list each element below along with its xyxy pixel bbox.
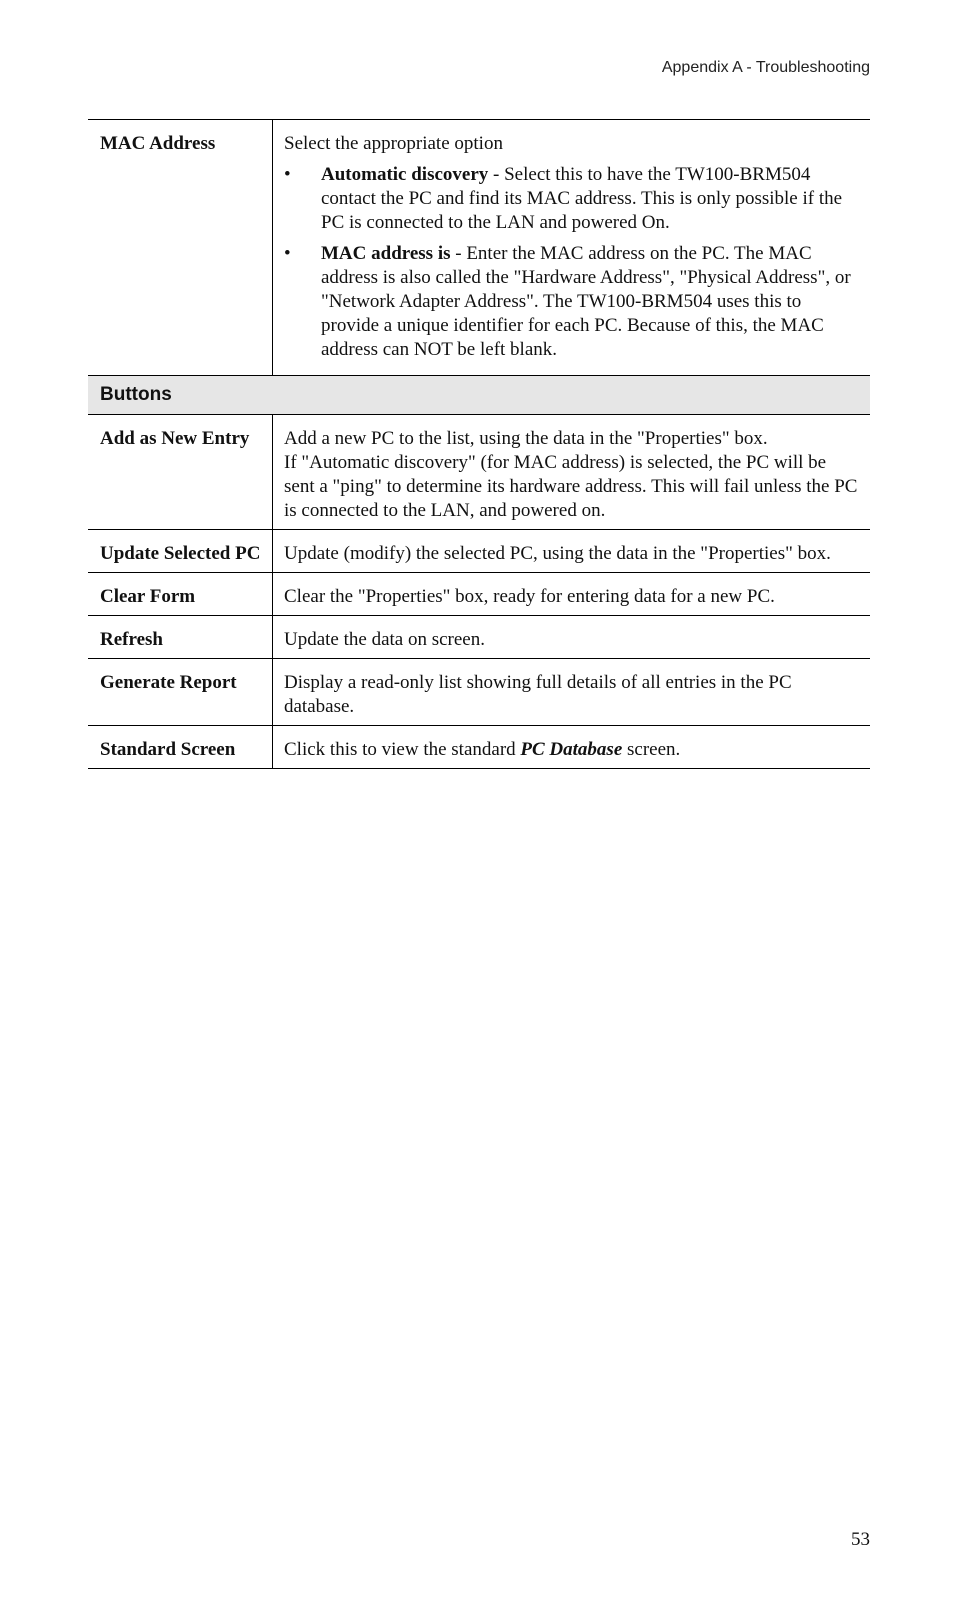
- row-term-generate-report: Generate Report: [88, 659, 273, 726]
- option-label: Automatic discovery: [321, 164, 489, 185]
- mac-intro: Select the appropriate option: [284, 133, 503, 154]
- page-header: Appendix A - Troubleshooting: [661, 59, 870, 76]
- table-row: [88, 573, 870, 616]
- option-label: MAC address is: [321, 243, 451, 264]
- bullet-icon: •: [284, 243, 291, 264]
- desc-text: Click this to view the standard: [284, 739, 521, 760]
- table-row: [88, 415, 870, 530]
- section-header-row: [88, 376, 870, 415]
- row-term-update-selected: Update Selected PC: [88, 530, 273, 573]
- row-desc-generate-report: Display a read-only list showing full details of all entries in the PC database.: [273, 659, 871, 726]
- desc-line: If "Automatic discovery" (for MAC address) is selected, the PC will be sent a "ping" to determine its hardware address. This will fail unless the PC is connected to the LAN, and powered on.: [284, 452, 858, 521]
- list-item: [284, 242, 860, 362]
- row-term-mac-address: MAC Address: [88, 120, 273, 376]
- option-text: - Enter the MAC address on the PC. The MAC address is also called the "Hardware Address", "Physical Address", or "Network Adapter Address". The TW100-BRM504 uses this to provide a unique identifier for each PC. Because of this, the MAC address can NOT be left blank.: [321, 243, 851, 360]
- row-desc-mac-address: [273, 120, 871, 376]
- row-desc-add-entry: [273, 415, 871, 530]
- desc-emphasis: PC Database: [520, 739, 623, 760]
- bullet-icon: •: [284, 164, 291, 185]
- table-row: [88, 120, 870, 376]
- settings-table: [88, 119, 870, 769]
- desc-text: screen.: [622, 739, 681, 760]
- desc-line: Add a new PC to the list, using the data in the "Properties" box.: [284, 428, 768, 449]
- table-row: [88, 659, 870, 726]
- row-term-clear-form: Clear Form: [88, 573, 273, 616]
- row-term-add-entry: Add as New Entry: [88, 415, 273, 530]
- section-title-buttons: Buttons: [88, 376, 870, 415]
- list-item: [284, 163, 860, 235]
- table-row: [88, 530, 870, 573]
- option-text: - Select this to have the TW100-BRM504 contact the PC and find its MAC address. This is only possible if the PC is connected to the LAN and powered On.: [321, 164, 843, 233]
- table-row: [88, 726, 870, 769]
- page-number: 53: [851, 1529, 870, 1550]
- row-term-refresh: Refresh: [88, 616, 273, 659]
- row-desc-clear-form: Clear the "Properties" box, ready for entering data for a new PC.: [273, 573, 871, 616]
- row-term-standard-screen: Standard Screen: [88, 726, 273, 769]
- mac-options-list: [284, 163, 860, 362]
- row-desc-update-selected: Update (modify) the selected PC, using the data in the "Properties" box.: [273, 530, 871, 573]
- row-desc-refresh: Update the data on screen.: [273, 616, 871, 659]
- row-desc-standard-screen: [273, 726, 871, 769]
- table-row: [88, 616, 870, 659]
